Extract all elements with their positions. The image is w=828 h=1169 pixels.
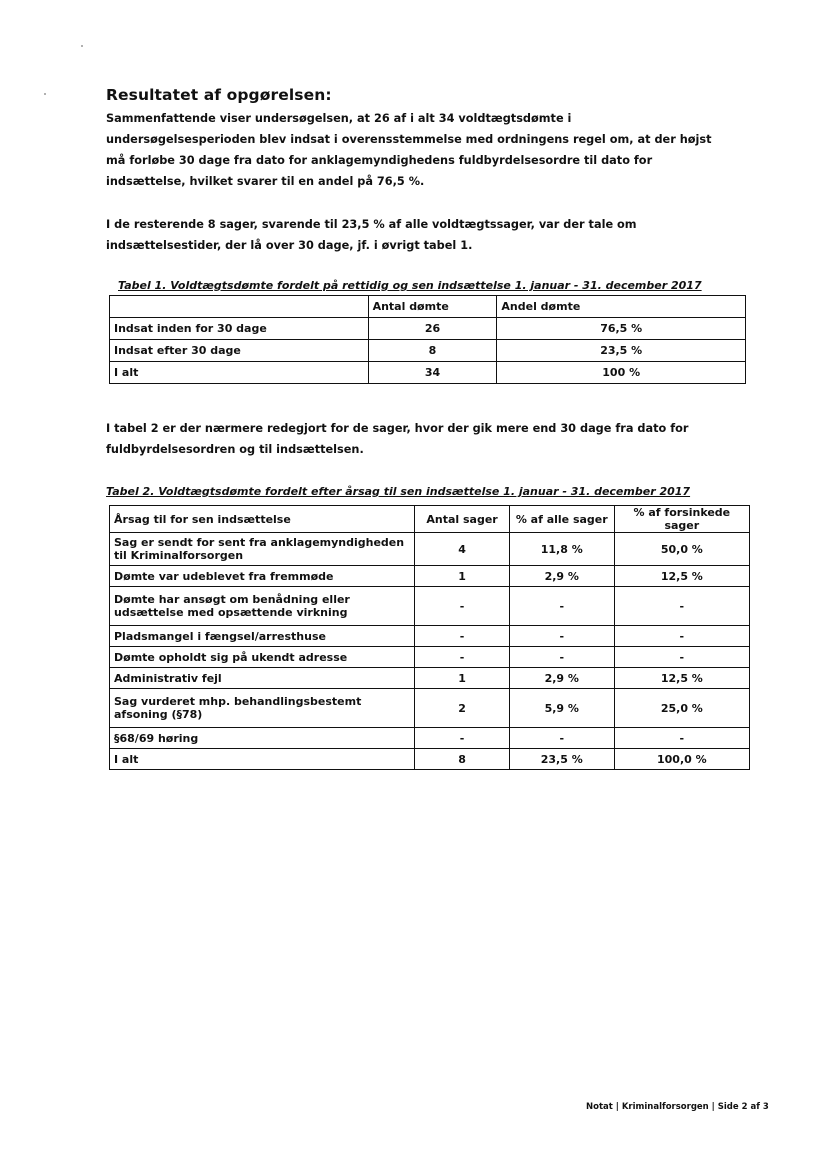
- scan-speck: [81, 45, 83, 47]
- table-cell: 1: [415, 566, 510, 587]
- table1-caption: Tabel 1. Voldtægtsdømte fordelt på rettidig og sen indsættelse 1. januar - 31. december 2017: [118, 279, 702, 292]
- table-cell: -: [614, 626, 749, 647]
- table-cell: [110, 296, 369, 318]
- table2-header-row: [110, 506, 750, 533]
- table2: [109, 505, 750, 770]
- table-cell: 76,5 %: [497, 318, 746, 340]
- table-row: [110, 318, 746, 340]
- table-cell: 8: [415, 749, 510, 770]
- table-row: [110, 626, 750, 647]
- table-cell: Dømte har ansøgt om benådning eller udsættelse med opsættende virkning: [110, 587, 415, 626]
- table1: [109, 295, 746, 384]
- table-cell: -: [509, 626, 614, 647]
- section-heading: Resultatet af opgørelsen:: [106, 86, 332, 104]
- table-cell: 11,8 %: [509, 533, 614, 566]
- page-footer: Notat | Kriminalforsorgen | Side 2 af 3: [586, 1102, 769, 1112]
- table-cell: 2,9 %: [509, 668, 614, 689]
- table-cell: Dømte var udeblevet fra fremmøde: [110, 566, 415, 587]
- table-cell: I alt: [110, 362, 369, 384]
- table-cell: Indsat efter 30 dage: [110, 340, 369, 362]
- table-cell: -: [415, 626, 510, 647]
- table-cell: -: [509, 647, 614, 668]
- table-cell: -: [614, 728, 749, 749]
- table-cell: -: [614, 647, 749, 668]
- table-header-cell: % af alle sager: [509, 506, 614, 533]
- table-cell: I alt: [110, 749, 415, 770]
- table-row: [110, 362, 746, 384]
- table-cell: -: [509, 728, 614, 749]
- table-row: [110, 340, 746, 362]
- table-cell: 26: [368, 318, 497, 340]
- table-cell: 25,0 %: [614, 689, 749, 728]
- table-cell: 5,9 %: [509, 689, 614, 728]
- table-cell: 12,5 %: [614, 566, 749, 587]
- table-row: [110, 566, 750, 587]
- table-cell: 100 %: [497, 362, 746, 384]
- table-header-cell: Antal dømte: [368, 296, 497, 318]
- scan-speck: [44, 93, 46, 95]
- table-cell: 34: [368, 362, 497, 384]
- table-cell: -: [509, 587, 614, 626]
- table-cell: 23,5 %: [497, 340, 746, 362]
- paragraph-remaining-cases: I de resterende 8 sager, svarende til 23,5 % af alle voldtægtssager, var der tale om indsættelsestider, der lå over 30 dage, jf. i øvrigt tabel 1.: [106, 218, 637, 252]
- table-row: [110, 728, 750, 749]
- table-cell: 1: [415, 668, 510, 689]
- table-cell: 2: [415, 689, 510, 728]
- table-header-cell: Andel dømte: [497, 296, 746, 318]
- table-row: [110, 689, 750, 728]
- table-cell: 8: [368, 340, 497, 362]
- table-cell: -: [614, 587, 749, 626]
- table-cell: 12,5 %: [614, 668, 749, 689]
- paragraph-summary: Sammenfattende viser undersøgelsen, at 26 af i alt 34 voldtægtsdømte i undersøgelsesperioden blev indsat i overensstemmelse med ordningens regel om, at der højst må forløbe 30 dage fra dato for anklagemyndighedens fuldbyrdelsesordre til dato for indsættelse, hvilket svarer til en andel på 76,5 %.: [106, 112, 712, 188]
- table1-header-row: [110, 296, 746, 318]
- table-header-cell: Årsag til for sen indsættelse: [110, 506, 415, 533]
- table-header-cell: % af forsinkede sager: [614, 506, 749, 533]
- table-cell: Dømte opholdt sig på ukendt adresse: [110, 647, 415, 668]
- table-cell: -: [415, 647, 510, 668]
- table-row: [110, 668, 750, 689]
- table-row: [110, 533, 750, 566]
- table-cell: §68/69 høring: [110, 728, 415, 749]
- table-cell: 23,5 %: [509, 749, 614, 770]
- table-cell: 100,0 %: [614, 749, 749, 770]
- table-cell: -: [415, 728, 510, 749]
- table-cell: Pladsmangel i fængsel/arresthuse: [110, 626, 415, 647]
- paragraph-table2-intro: I tabel 2 er der nærmere redegjort for de sager, hvor der gik mere end 30 dage fra dato for fuldbyrdelsesordren og til indsættelsen.: [106, 422, 689, 456]
- table-cell: 50,0 %: [614, 533, 749, 566]
- table-cell: 2,9 %: [509, 566, 614, 587]
- table-cell: Sag vurderet mhp. behandlingsbestemt afsoning (§78): [110, 689, 415, 728]
- table-cell: -: [415, 587, 510, 626]
- table2-caption: Tabel 2. Voldtægtsdømte fordelt efter årsag til sen indsættelse 1. januar - 31. december 2017: [106, 485, 691, 498]
- table-row: [110, 587, 750, 626]
- table-row: [110, 647, 750, 668]
- table-cell: Indsat inden for 30 dage: [110, 318, 369, 340]
- table-cell: 4: [415, 533, 510, 566]
- table-row: [110, 749, 750, 770]
- table-cell: Sag er sendt for sent fra anklagemyndigheden til Kriminalforsorgen: [110, 533, 415, 566]
- table-header-cell: Antal sager: [415, 506, 510, 533]
- table-cell: Administrativ fejl: [110, 668, 415, 689]
